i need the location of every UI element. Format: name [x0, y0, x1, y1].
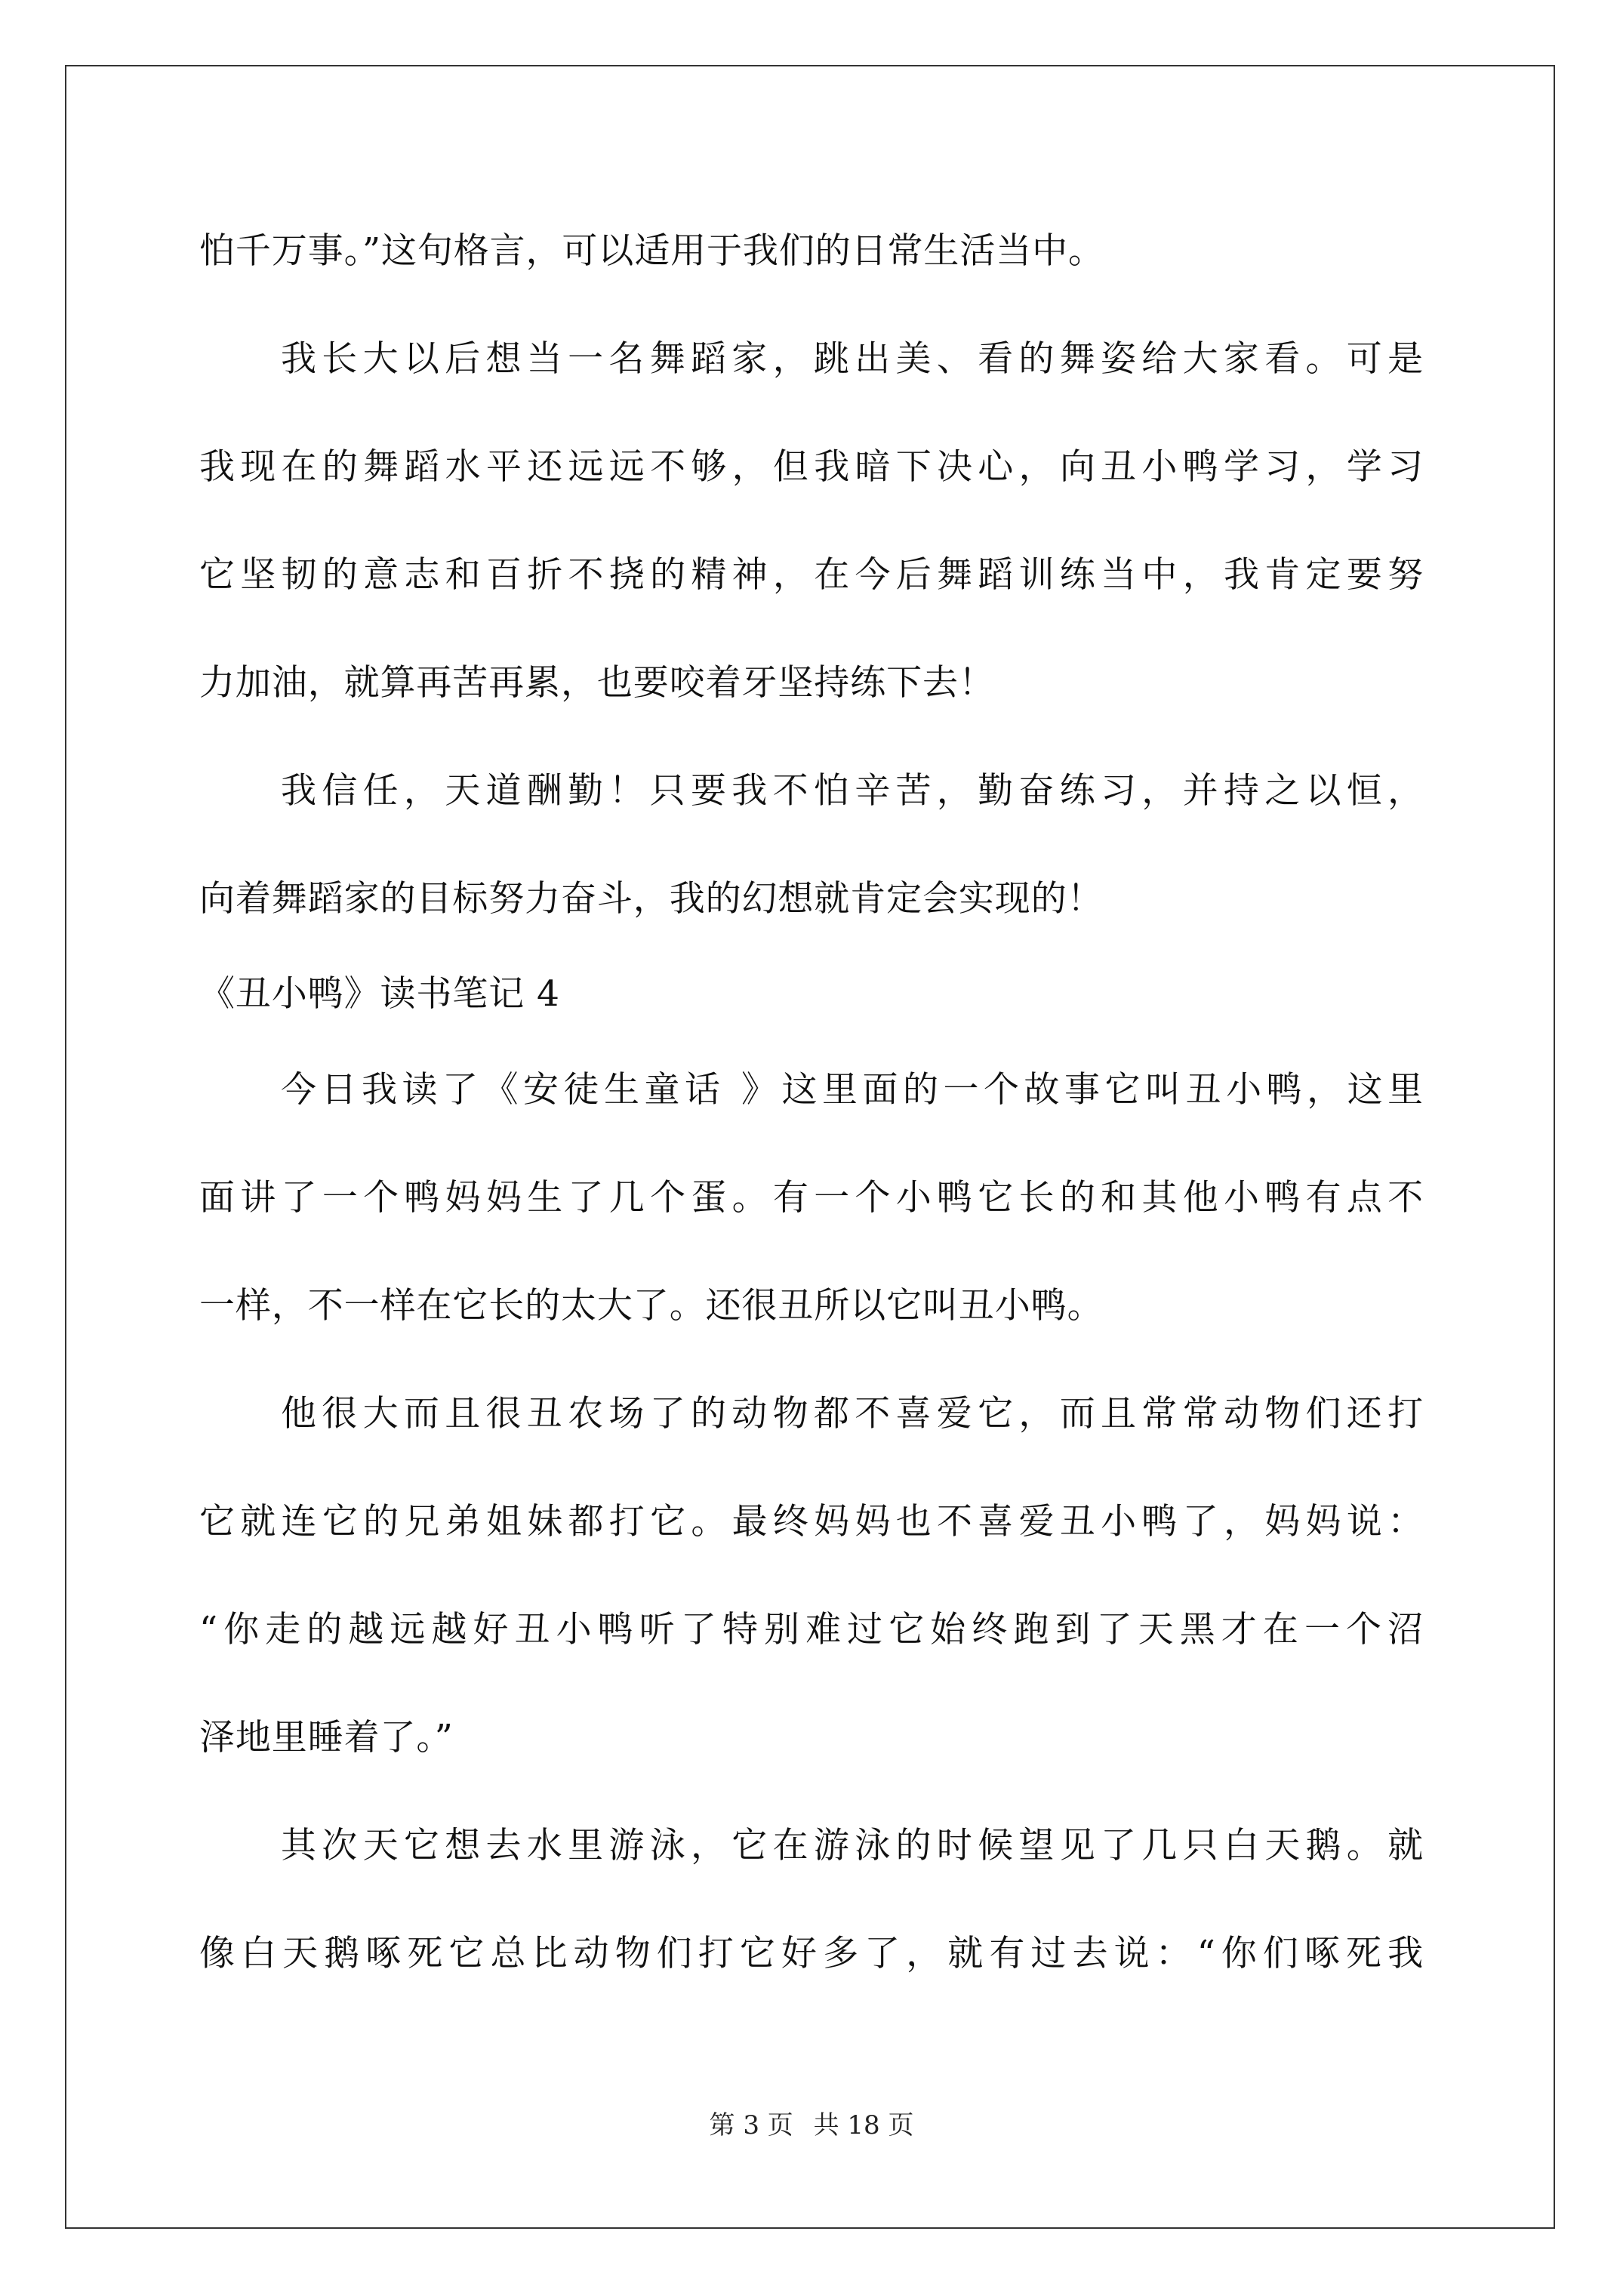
- paragraph-line: 他很大而且很丑农场了的动物都不喜爱它，而且常常动物们还打: [281, 1393, 1424, 1435]
- paragraph-line: 泽地里睡着了。”: [199, 1717, 454, 1758]
- paragraph-line: 我长大以后想当一名舞蹈家，跳出美、看的舞姿给大家看。可是: [281, 338, 1424, 380]
- paragraph-line: 其次天它想去水里游泳，它在游泳的时候望见了几只白天鹅。就: [281, 1825, 1424, 1866]
- paragraph-line: “你走的越远越好丑小鸭听了特别难过它始终跑到了天黑才在一个沼: [199, 1609, 1424, 1650]
- paragraph-line: 我现在的舞蹈水平还远远不够，但我暗下决心，向丑小鸭学习，学习: [199, 446, 1424, 488]
- section-heading: 《丑小鸭》读书笔记 4: [199, 973, 560, 1015]
- paragraph-line: 怕千万事。”这句格言，可以适用于我们的日常生活当中。: [199, 230, 1104, 272]
- paragraph-line: 向着舞蹈家的目标努力奋斗，我的幻想就肯定会实现的！: [199, 878, 1104, 920]
- paragraph-line: 面讲了一个鸭妈妈生了几个蛋。有一个小鸭它长的和其他小鸭有点不: [199, 1177, 1424, 1219]
- paragraph-line: 它坚韧的意志和百折不挠的精神，在今后舞蹈训练当中，我肯定要努: [199, 554, 1424, 596]
- page-footer: [0, 2109, 1623, 2142]
- paragraph-line: 它就连它的兄弟姐妹都打它。最终妈妈也不喜爱丑小鸭了，妈妈说：: [199, 1501, 1424, 1542]
- page-total: 共 18 页: [813, 2110, 914, 2140]
- paragraph-line: 我信任，天道酬勤！只要我不怕辛苦，勤奋练习，并持之以恒，: [281, 770, 1424, 812]
- page-border: [65, 65, 1555, 2229]
- paragraph-line: 力加油，就算再苦再累，也要咬着牙坚持练下去！: [199, 662, 995, 704]
- page-number: 第 3 页: [709, 2110, 793, 2140]
- paragraph-line: 今日我读了《安徒生童话 》这里面的一个故事它叫丑小鸭，这里: [281, 1069, 1424, 1111]
- paragraph-line: 像白天鹅啄死它总比动物们打它好多了，就有过去说：“你们啄死我: [199, 1933, 1424, 1974]
- paragraph-line: 一样，不一样在它长的太大了。还很丑所以它叫丑小鸭。: [199, 1285, 1104, 1327]
